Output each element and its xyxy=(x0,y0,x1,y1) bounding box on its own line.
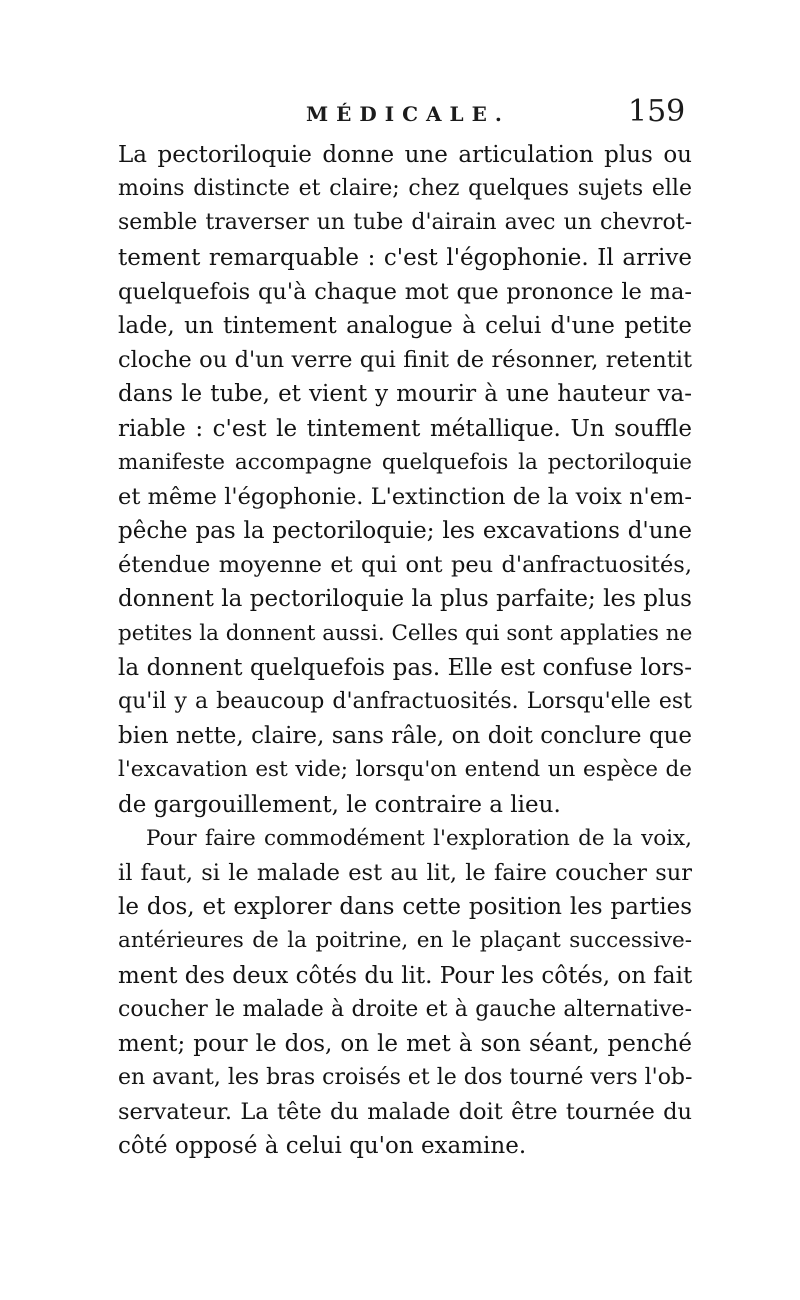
text-line: donnent la pectoriloquie la plus parfaite; les plus xyxy=(118,586,692,613)
text-line: qu'il y a beaucoup d'anfractuosités. Lorsqu'elle est xyxy=(118,689,692,714)
text-line: riable : c'est le tintement métallique. Un souffle xyxy=(118,415,692,442)
text-line: l'excavation est vide; lorsqu'on entend un espèce de xyxy=(118,757,692,783)
text-line: moins distincte et claire; chez quelques sujets elle xyxy=(118,176,692,202)
text-line: petites la donnent aussi. Celles qui sont applaties ne xyxy=(118,620,693,646)
text-line: et même l'égophonie. L'extinction de la voix n'em- xyxy=(118,483,692,510)
paragraph-exploration xyxy=(118,822,692,1164)
text-line: il faut, si le malade est au lit, le faire coucher sur xyxy=(118,859,692,886)
paragraph-pectoriloquie xyxy=(118,138,692,822)
running-head xyxy=(0,94,800,140)
text-line: La pectoriloquie donne une articulation plus ou xyxy=(118,142,692,168)
running-title: MÉDICALE. xyxy=(306,102,510,126)
text-line: pêche pas la pectoriloquie; les excavations d'une xyxy=(118,518,692,545)
text-line: lade, un tintement analogue à celui d'une petite xyxy=(118,312,692,339)
text-line: ment; pour le dos, on le met à son séant, penché xyxy=(118,1030,692,1057)
text-line: semble traverser un tube d'airain avec un chevrot- xyxy=(118,210,692,236)
text-line: côté opposé à celui qu'on examine. xyxy=(118,1133,527,1160)
text-line: quelquefois qu'à chaque mot que prononce le ma- xyxy=(118,278,692,305)
text-line: bien nette, claire, sans râle, on doit conclure que xyxy=(118,723,692,750)
text-line: servateur. La tête du malade doit être tournée du xyxy=(118,1099,692,1126)
text-line: étendue moyenne et qui ont peu d'anfractuosités, xyxy=(118,552,692,579)
body-text xyxy=(118,138,692,1164)
text-line: coucher le malade à droite et à gauche alternative- xyxy=(118,996,692,1022)
text-line: Pour faire commodément l'exploration de la voix, xyxy=(146,825,692,851)
page-number: 159 xyxy=(628,94,686,129)
text-line: cloche ou d'un verre qui finit de résonner, retentit xyxy=(118,347,692,374)
text-line: en avant, les bras croisés et le dos tourné vers l'ob- xyxy=(118,1065,693,1091)
text-line: de gargouillement, le contraire a lieu. xyxy=(118,791,561,818)
text-line: dans le tube, et vient y mourir à une hauteur va- xyxy=(118,381,692,408)
text-line: la donnent quelquefois pas. Elle est confuse lors- xyxy=(118,654,692,681)
text-line: tement remarquable : c'est l'égophonie. Il arrive xyxy=(118,244,692,271)
text-line: ment des deux côtés du lit. Pour les côtés, on fait xyxy=(118,962,693,989)
text-line: manifeste accompagne quelquefois la pectoriloquie xyxy=(118,449,692,475)
text-line: antérieures de la poitrine, en le plaçant successive- xyxy=(118,928,692,954)
text-line: le dos, et explorer dans cette position les parties xyxy=(118,894,692,921)
